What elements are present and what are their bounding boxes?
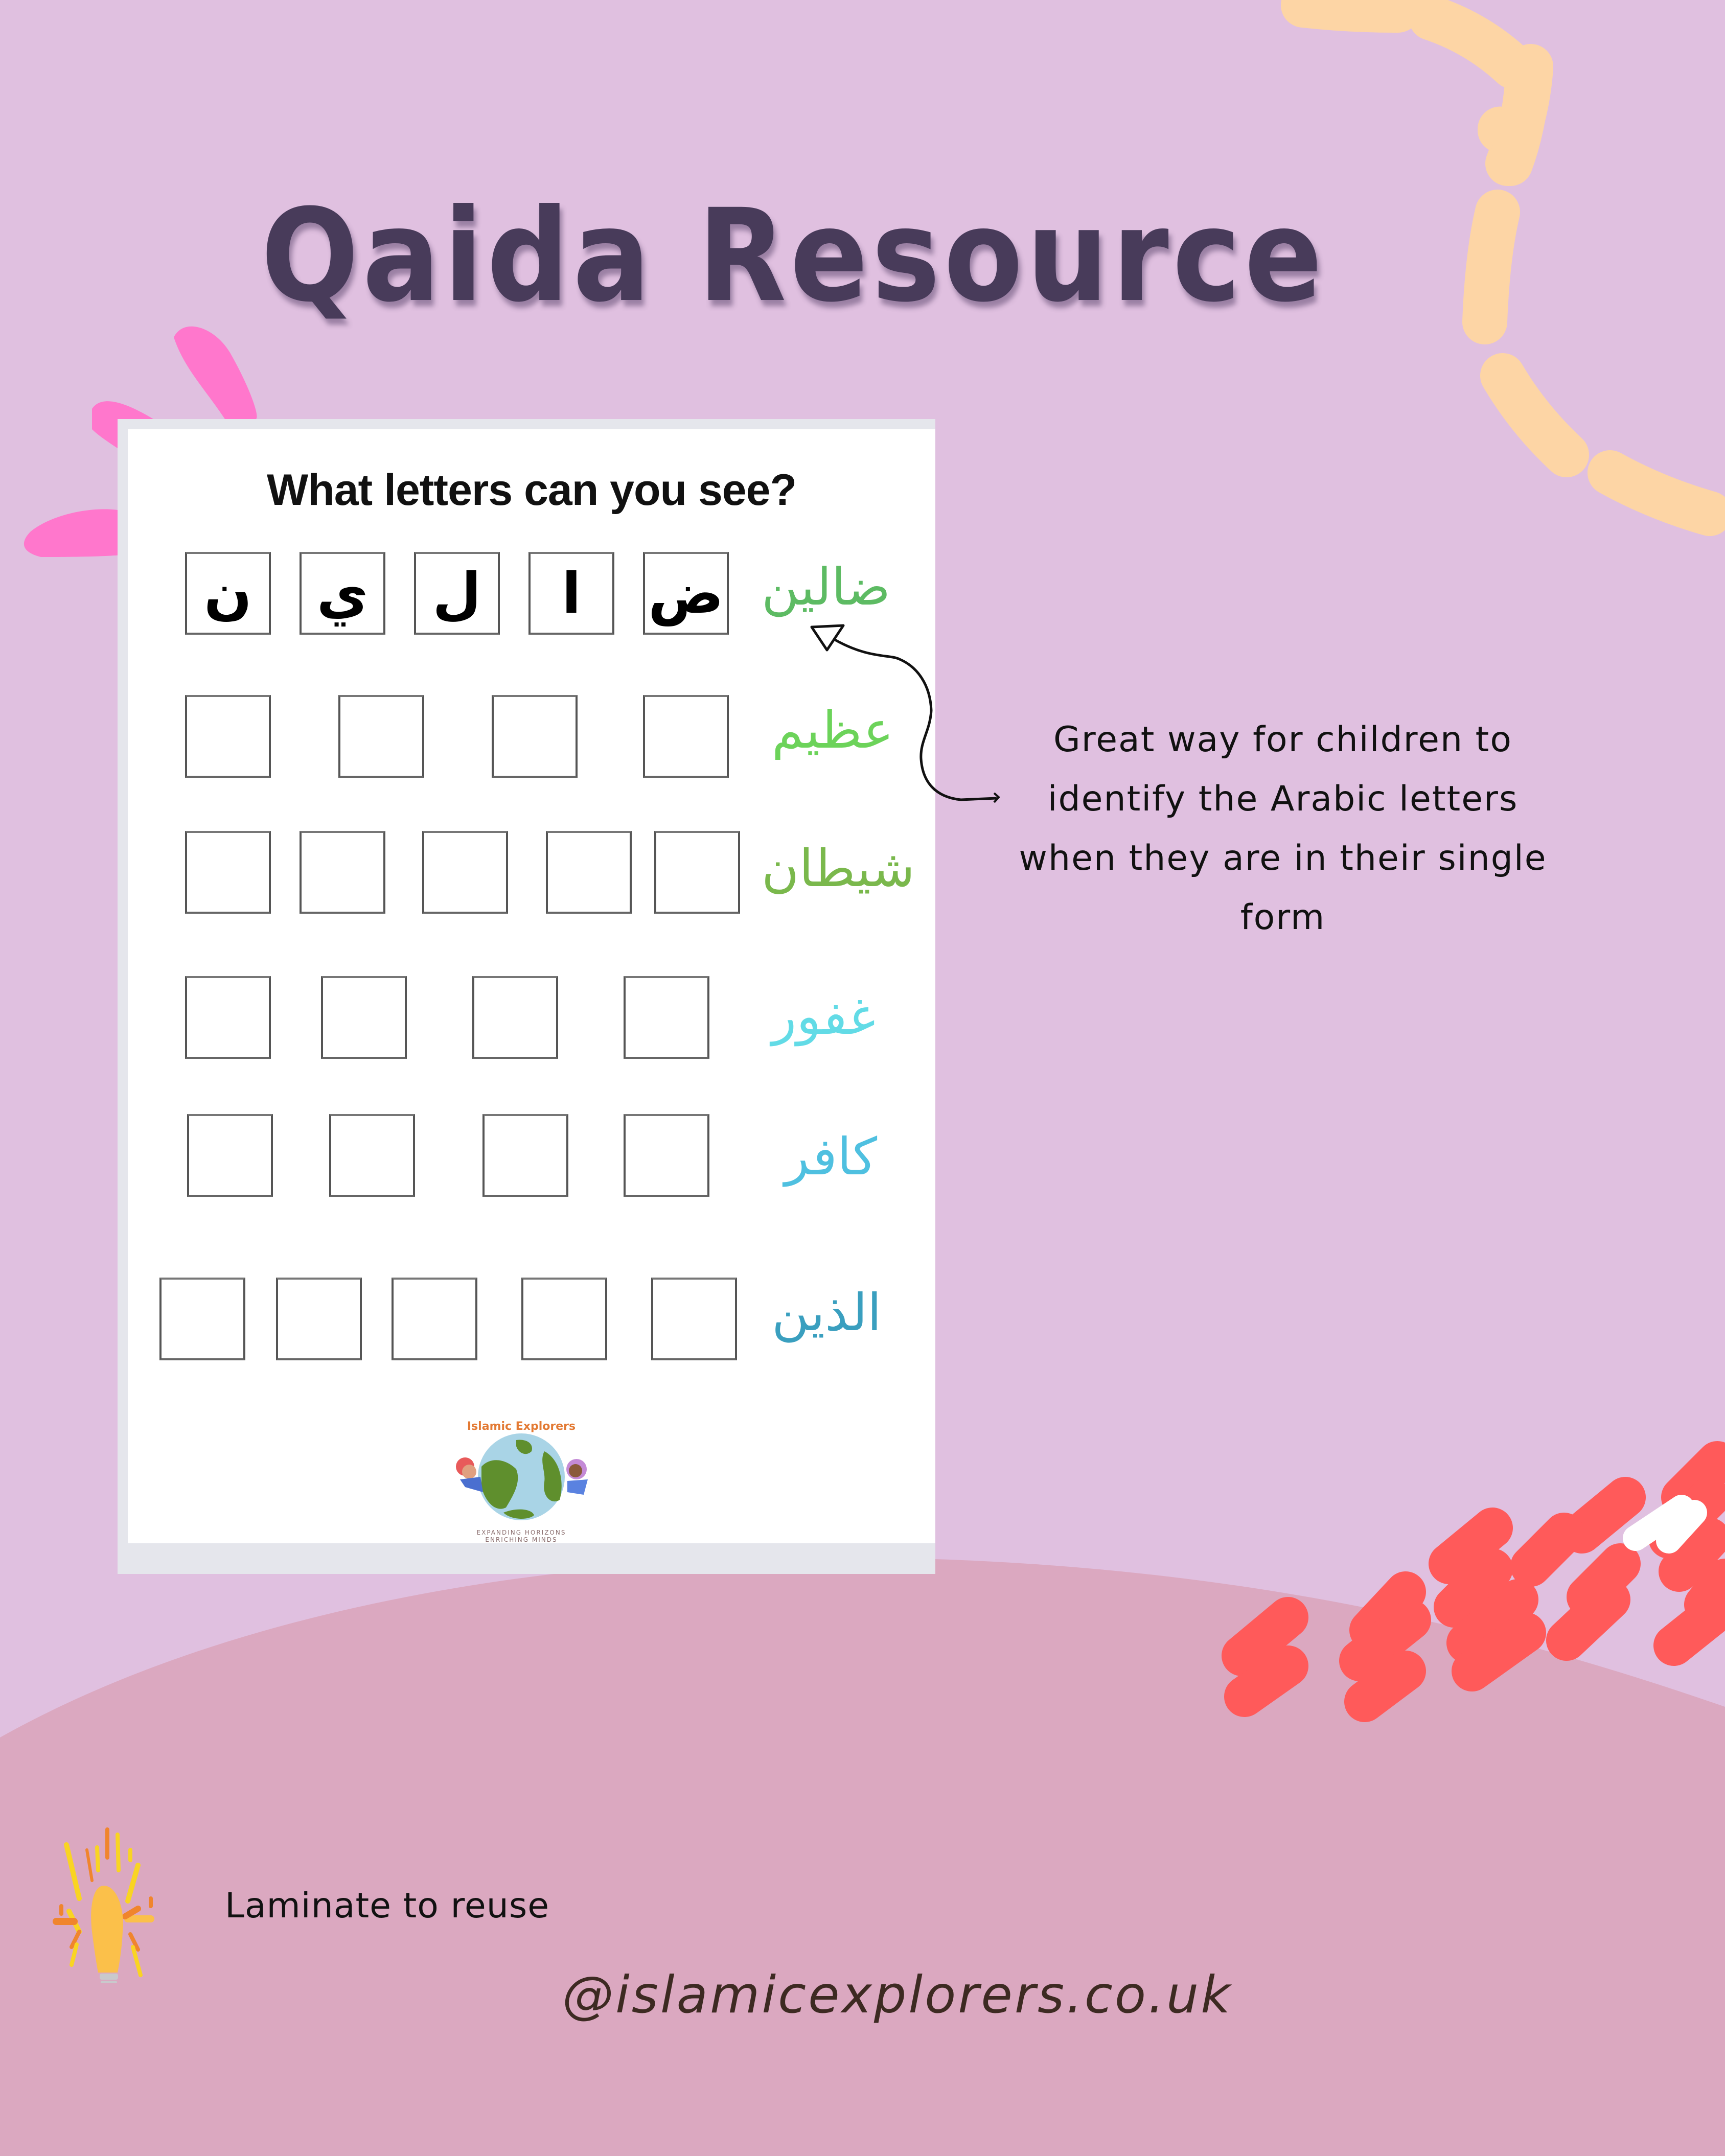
letter-box — [185, 695, 271, 778]
letter-box — [159, 1278, 245, 1360]
logo-tagline: EXPANDING HORIZONS ENRICHING MINDS — [476, 1529, 566, 1543]
letter-box — [654, 831, 740, 914]
letter-box: ي — [300, 552, 385, 635]
letter-box — [321, 976, 407, 1059]
letter-box: ض — [643, 552, 729, 635]
arabic-word: شيطان — [762, 839, 915, 898]
letter-box — [392, 1278, 477, 1360]
arabic-word: عظيم — [772, 700, 894, 760]
lightbulb-icon — [51, 1824, 204, 1983]
worksheet-frame — [118, 419, 935, 1574]
letter-box — [300, 831, 385, 914]
letter-box — [624, 976, 709, 1059]
letter-box — [185, 831, 271, 914]
word-row — [128, 976, 935, 1078]
worksheet — [128, 429, 935, 1543]
letter-box — [482, 1114, 568, 1197]
letter-box — [472, 976, 558, 1059]
white-marks — [1636, 1508, 1694, 1541]
letter-box — [338, 695, 424, 778]
letter-box — [422, 831, 508, 914]
page-title: Qaida Resource — [261, 181, 1326, 330]
letter-box — [492, 695, 578, 778]
callout-text: Great way for children to identify the Arabic letters when they are in their single form — [1019, 720, 1547, 938]
letter-box: ل — [414, 552, 500, 635]
letter-box: ا — [528, 552, 614, 635]
arabic-word: الذين — [772, 1283, 882, 1342]
arabic-word: غفور — [772, 986, 876, 1046]
website-handle[interactable]: @islamicexplorers.co.uk — [562, 1965, 1233, 2025]
word-row — [128, 1278, 935, 1380]
letter-box — [651, 1278, 737, 1360]
word-row — [128, 1114, 935, 1216]
word-row — [128, 831, 935, 933]
letter-box — [624, 1114, 709, 1197]
islamic-explorers-logo — [445, 1410, 598, 1564]
globe-icon — [445, 1410, 598, 1533]
laminate-tip: Laminate to reuse — [225, 1886, 550, 1926]
svg-text:Islamic Explorers: Islamic Explorers — [467, 1420, 576, 1433]
worksheet-heading: What letters can you see? — [267, 466, 796, 515]
letter-box — [187, 1114, 273, 1197]
letter-box — [643, 695, 729, 778]
letter-box — [185, 976, 271, 1059]
letter-box: ن — [185, 552, 271, 635]
letter-box — [546, 831, 632, 914]
arabic-word: ضالين — [762, 557, 891, 617]
letter-box — [521, 1278, 607, 1360]
letter-box — [276, 1278, 362, 1360]
arabic-word: كافر — [785, 1127, 878, 1187]
letter-box — [329, 1114, 415, 1197]
